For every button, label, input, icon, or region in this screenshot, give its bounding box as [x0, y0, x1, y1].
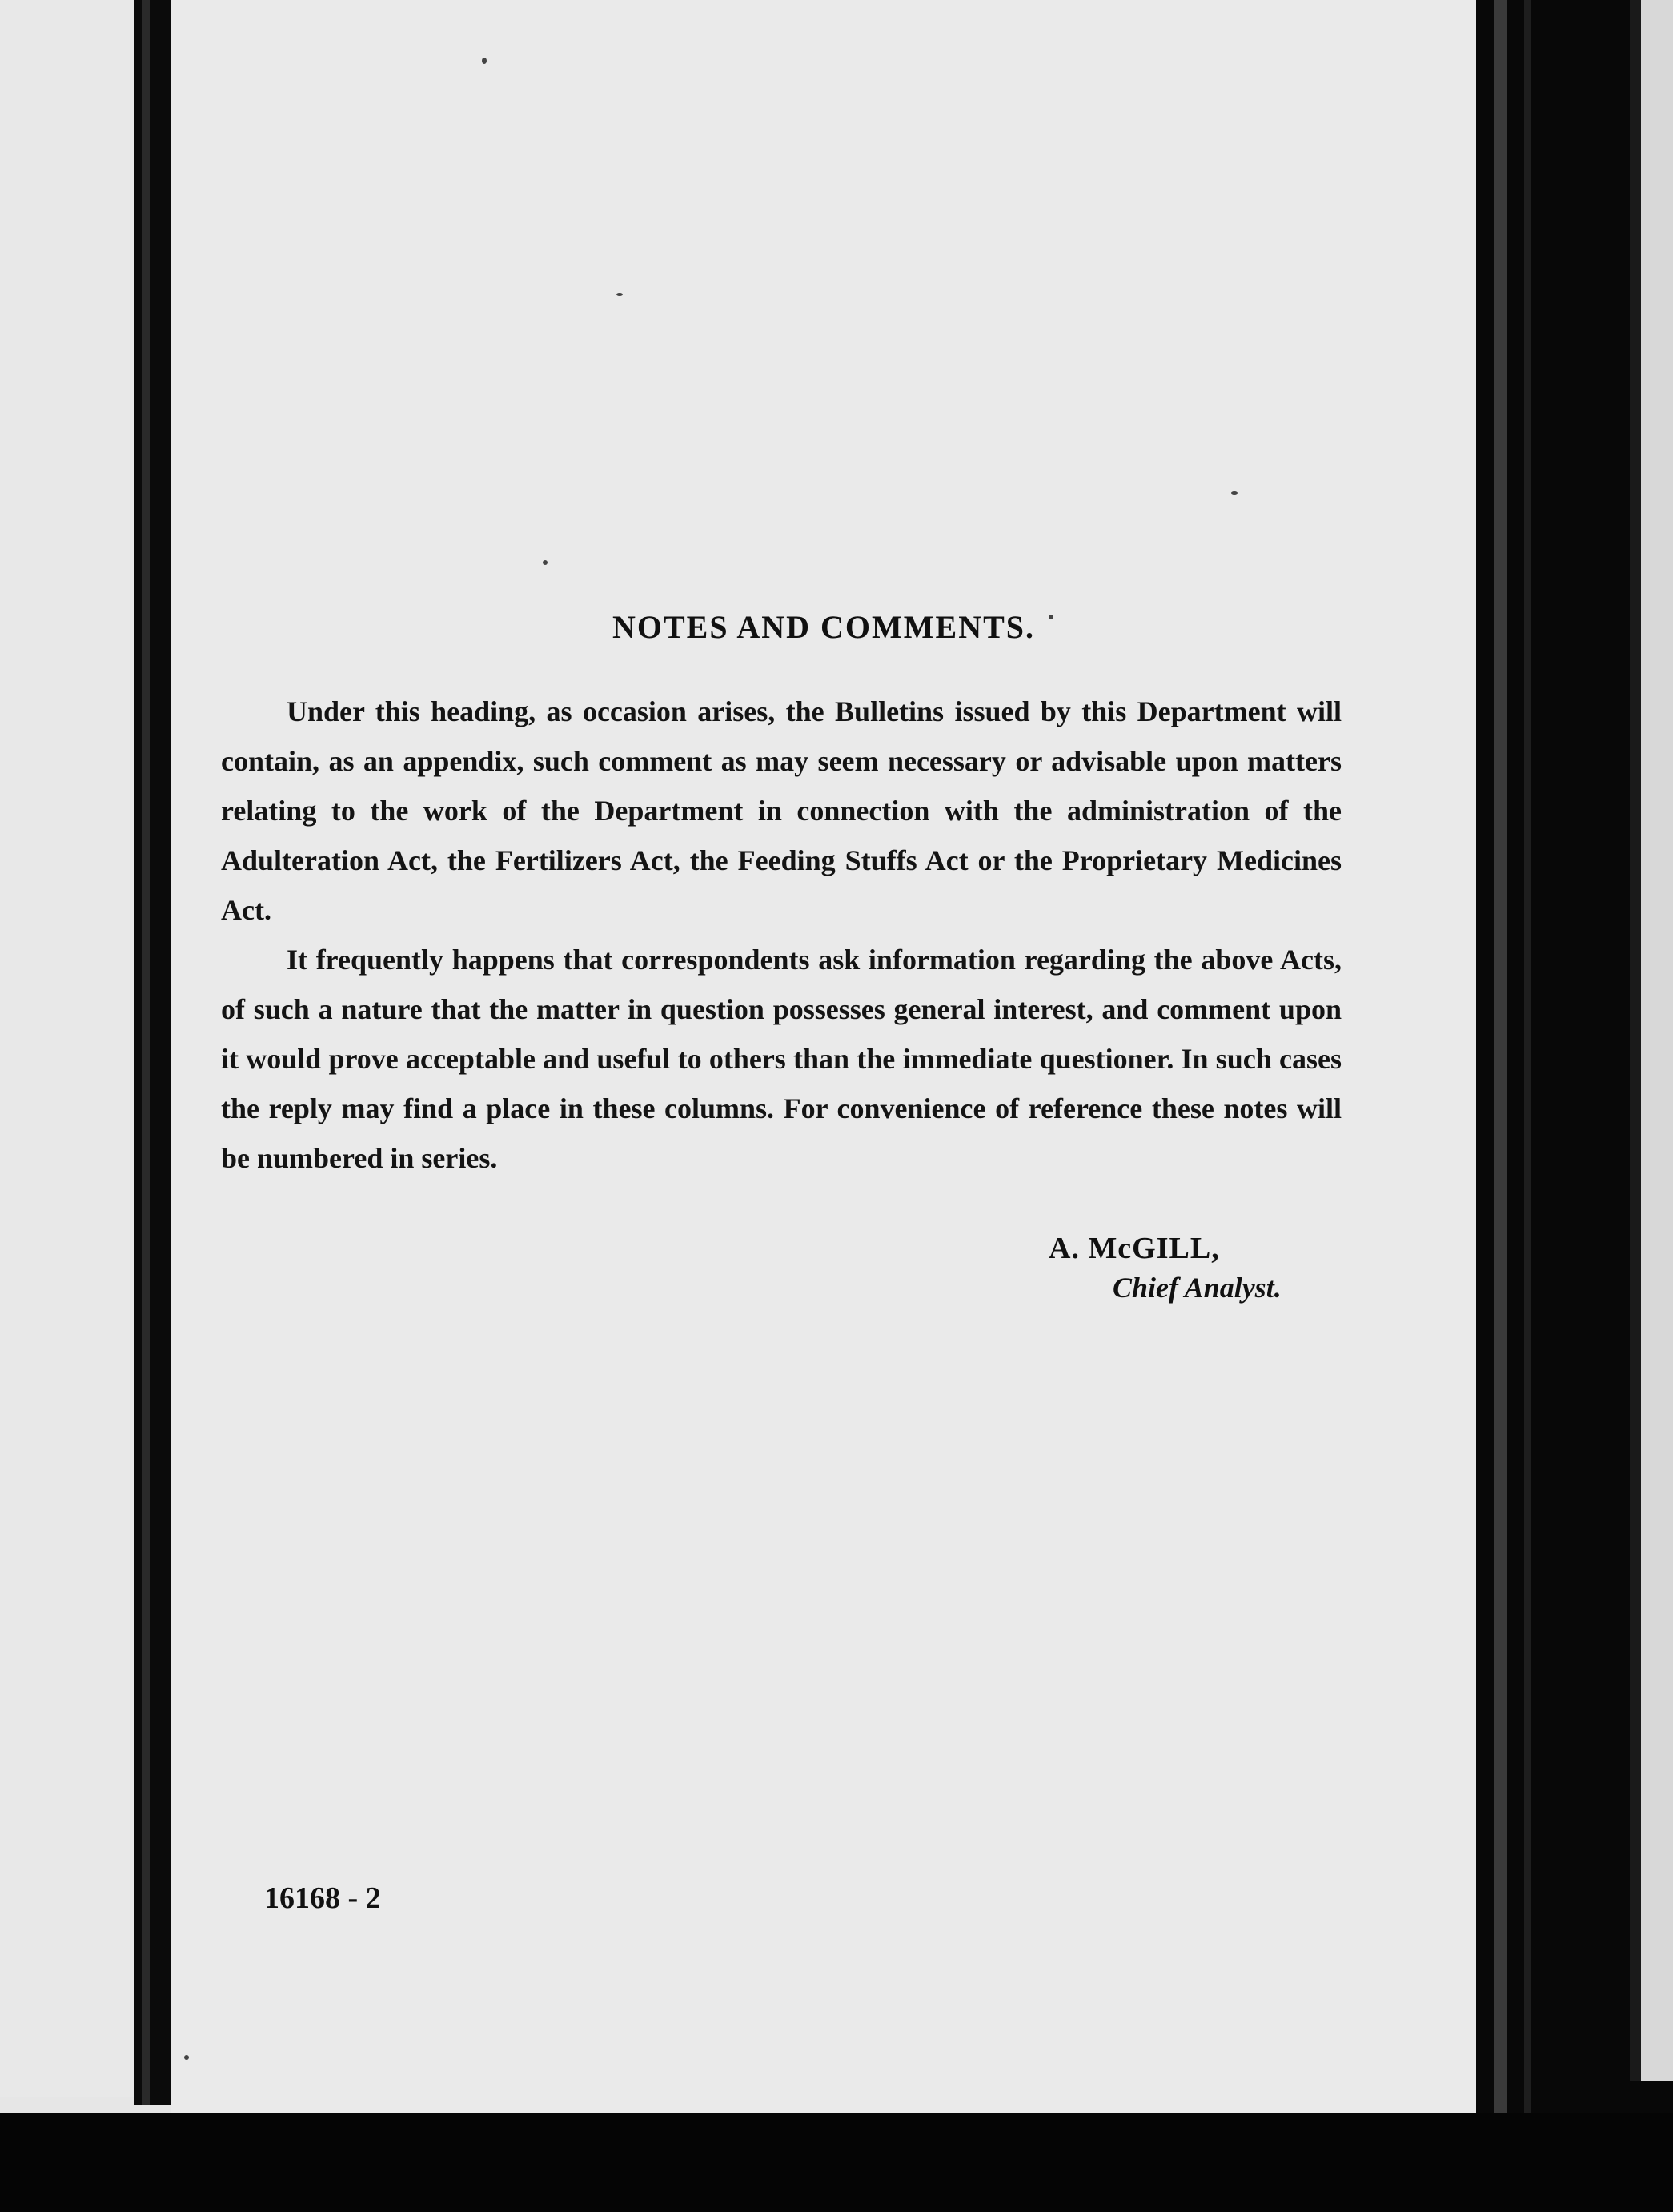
signature-title: Chief Analyst. [1113, 1272, 1282, 1304]
body-text [221, 687, 1342, 1183]
signature-name: A. McGILL, [1049, 1232, 1220, 1265]
page-title: NOTES AND COMMENTS. [612, 609, 1036, 645]
signature-block [1049, 1231, 1282, 1304]
binding-shadow-left [134, 0, 171, 2105]
scan-speck [616, 293, 623, 296]
scan-speck [1231, 491, 1238, 495]
scan-speck [543, 560, 548, 565]
paragraph: Under this heading, as occasion arises, the Bulletins issued by this Department will contain, as an appendix, such comment as may seem necessary or advisable upon matters relating to the work of the Department in connection with the administration of the Adulteration Act, the Fertilizers Act, the Feeding Stuffs Act or the Proprietary Medicines Act. [221, 695, 1342, 926]
scan-speck [184, 2055, 189, 2060]
binding-shadow-right [1476, 0, 1673, 2212]
scan-bottom-border [0, 2113, 1673, 2212]
scan-speck [482, 58, 487, 64]
paragraph: It frequently happens that correspondents ask information regarding the above Acts, of such a nature that the matter in question possesses general interest, and comment upon it would prove acceptable and useful to others than the immediate questioner. In such cases the reply may find a place in these columns. For convenience of reference these notes will be numbered in series. [221, 944, 1342, 1174]
page-number: 16168 - 2 [264, 1881, 381, 1915]
previous-page-edge [0, 0, 134, 2097]
